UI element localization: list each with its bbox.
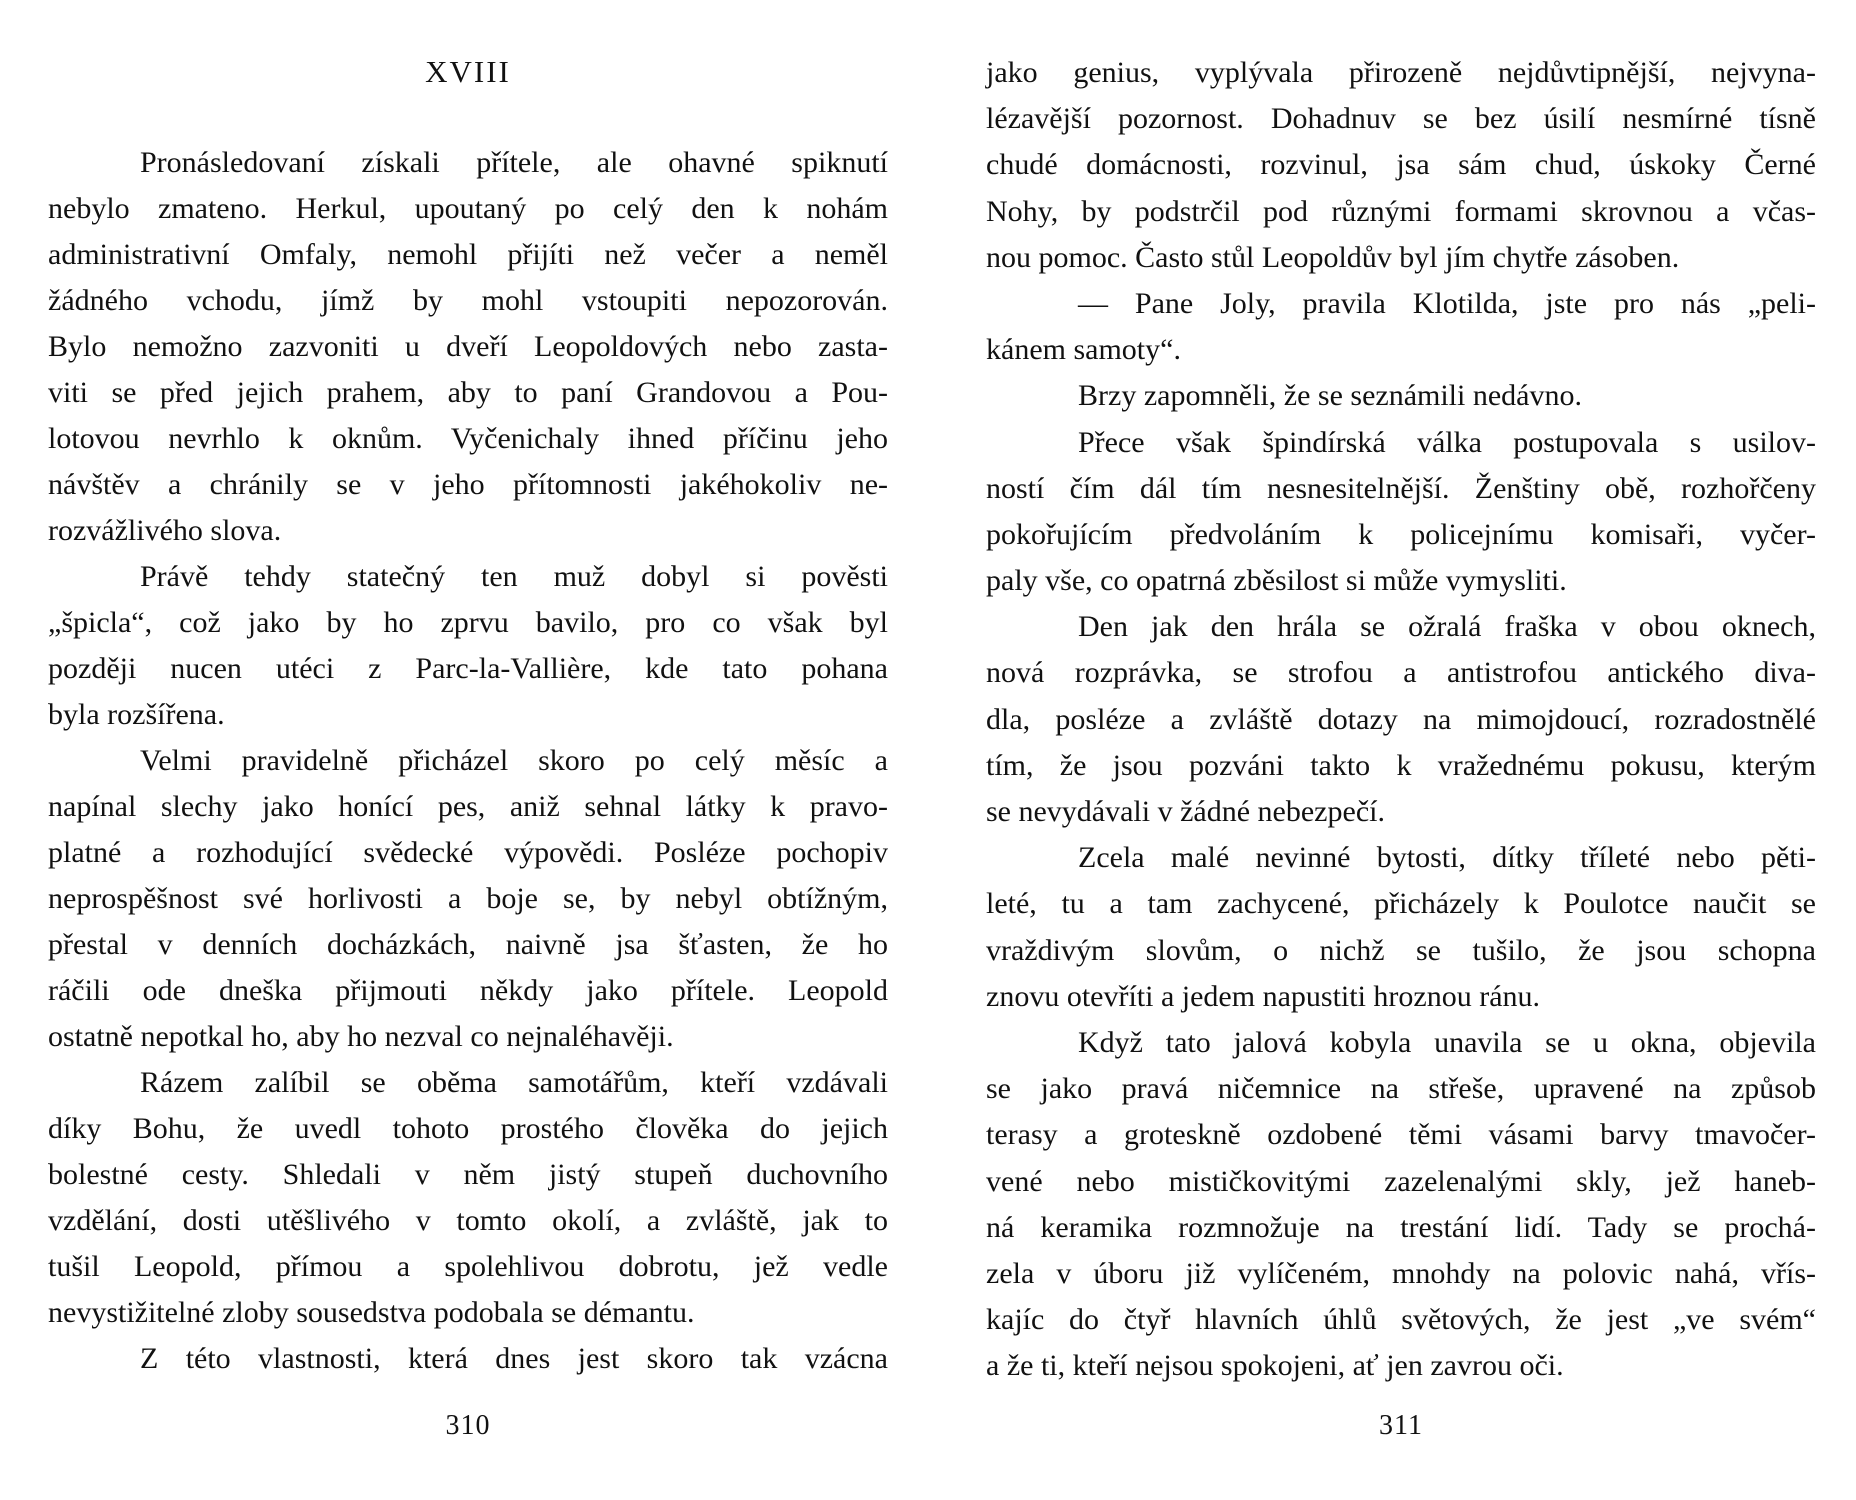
text-line: Pronásledovaní získali přítele, ale ohavné spiknutí [140, 146, 888, 179]
text-line: žádného vchodu, jímž by mohl vstoupiti nepozorován. [48, 284, 888, 317]
page-number-left: 310 [445, 1410, 491, 1441]
text-line: Když tato jalová kobyla unavila se u okna, objevila [1078, 1025, 1816, 1059]
text-line: administrativní Omfaly, nemohl přijíti než večer a neměl [48, 238, 888, 271]
text-line: nová rozprávka, se strofou a antistrofou antického diva- [986, 656, 1816, 690]
right-page-text [986, 50, 1816, 1389]
text-line: vzdělání, dosti utěšlivého v tomto okolí, a zvláště, jak to [48, 1204, 888, 1237]
text-line: později nucen utéci z Parc-la-Vallière, kde tato pohana [48, 652, 888, 685]
text-line: ostatně nepotkal ho, aby ho nezval co nejnaléhavěji. [48, 1020, 674, 1053]
text-line: Rázem zalíbil se oběma samotářům, kteří vzdávali [140, 1066, 888, 1099]
text-line: napínal slechy jako honící pes, aniž sehnal látky k pravo- [48, 790, 888, 823]
text-line: tím, že jsou pozváni takto k vražednému pokusu, kterým [986, 748, 1816, 782]
text-line: leté, tu a tam zachycené, přicházely k Poulotce naučit se [986, 887, 1816, 921]
text-line: znovu otevříti a jedem napustiti hroznou ránu. [986, 979, 1541, 1013]
text-line: paly vše, co opatrná zběsilost si může vymysliti. [986, 564, 1567, 598]
text-line: Zcela malé nevinné bytosti, dítky tříleté nebo pěti- [1078, 841, 1816, 875]
text-line: díky Bohu, že uvedl tohoto prostého člověka do jejich [48, 1112, 888, 1145]
text-line: se nevydávali v žádné nebezpečí. [986, 795, 1385, 828]
chapter-heading: XVIII [425, 54, 511, 89]
left-page [48, 0, 888, 1500]
text-line: bolestné cesty. Shledali v něm jistý stupeň duchovního [48, 1158, 888, 1191]
left-page-text [48, 140, 888, 1382]
text-line: Nohy, by podstrčil pod různými formami skrovnou a včas- [986, 194, 1816, 228]
text-line: chudé domácnosti, rozvinul, jsa sám chud, úskoky Černé [986, 148, 1816, 182]
text-line: „špicla“, což jako by ho zprvu bavilo, pro co však byl [48, 606, 888, 639]
text-line: ná keramika rozmnožuje na trestání lidí. Tady se prochá- [986, 1210, 1816, 1244]
text-line: Velmi pravidelně přicházel skoro po celý měsíc a [140, 744, 888, 777]
text-line: Právě tehdy statečný ten muž dobyl si pověsti [140, 560, 888, 593]
text-line: vraždivým slovům, o nichž se tušilo, že jsou schopna [986, 933, 1816, 967]
text-line: lézavější pozornost. Dohadnuv se bez úsilí nesmírné tísně [986, 102, 1816, 136]
text-line: dla, posléze a zvláště dotazy na mimojdoucí, rozradostnělé [986, 702, 1816, 736]
text-line: terasy a groteskně ozdobené těmi vásami barvy tmavočer- [986, 1118, 1816, 1152]
text-line: Přece však špindírská válka postupovala s usilov- [1078, 425, 1816, 459]
text-line: vené nebo mističkovitými zazelenalými skly, jež haneb- [986, 1164, 1816, 1198]
text-line: Den jak den hrála se ožralá fraška v obou oknech, [1078, 610, 1816, 644]
text-line: nebylo zmateno. Herkul, upoutaný po celý den k nohám [48, 192, 888, 225]
page-number-right: 311 [1379, 1410, 1423, 1441]
text-line: přestal v denních docházkách, naivně jsa šťasten, že ho [48, 928, 888, 961]
text-line: kánem samoty“. [986, 333, 1181, 367]
text-line: kajíc do čtyř hlavních úhlů světových, že jest „ve svém“ [986, 1303, 1816, 1337]
text-line: nou pomoc. Často stůl Leopoldův byl jím chytře zásoben. [986, 240, 1680, 274]
text-line: se jako pravá ničemnice na střeše, upravené na způsob [986, 1072, 1816, 1106]
text-line: zela v úboru již vylíčeném, mnohdy na polovic nahá, vřís- [986, 1256, 1816, 1290]
text-line: a že ti, kteří nejsou spokojeni, ať jen zavrou oči. [986, 1349, 1564, 1383]
text-line: neprospěšnost své horlivosti a boje se, by nebyl obtížným, [48, 882, 888, 915]
text-line: ráčili ode dneška přijmouti někdy jako přítele. Leopold [48, 974, 888, 1007]
text-line: tušil Leopold, přímou a spolehlivou dobrotu, jež vedle [48, 1250, 888, 1283]
text-line: platné a rozhodující svědecké výpovědi. Posléze pochopiv [48, 836, 888, 869]
text-line: — Pane Joly, pravila Klotilda, jste pro nás „peli- [1078, 286, 1816, 320]
text-line: lotovou nevrhlo k oknům. Vyčenichaly ihned příčinu jeho [48, 422, 888, 455]
text-line: jako genius, vyplývala přirozeně nejdůvtipnější, nejvyna- [986, 56, 1816, 89]
right-page [986, 0, 1816, 1500]
text-line: nevystižitelné zloby sousedstva podobala se démantu. [48, 1296, 695, 1329]
text-line: Z této vlastnosti, která dnes jest skoro tak vzácna [140, 1342, 888, 1375]
text-line: rozvážlivého slova. [48, 514, 282, 547]
text-line: Bylo nemožno zazvoniti u dveří Leopoldových nebo zasta- [48, 330, 888, 363]
text-line: návštěv a chránily se v jeho přítomnosti jakéhokoliv ne- [48, 468, 888, 501]
text-line: Brzy zapomněli, že se seznámili nedávno. [1078, 379, 1582, 413]
text-line: ností čím dál tím nesnesitelnější. Ženštiny obě, rozhořčeny [986, 471, 1816, 505]
text-line: viti se před jejich prahem, aby to paní Grandovou a Pou- [48, 376, 888, 409]
text-line: pokořujícím předvoláním k policejnímu komisaři, vyčer- [986, 517, 1816, 551]
text-line: byla rozšířena. [48, 698, 225, 731]
